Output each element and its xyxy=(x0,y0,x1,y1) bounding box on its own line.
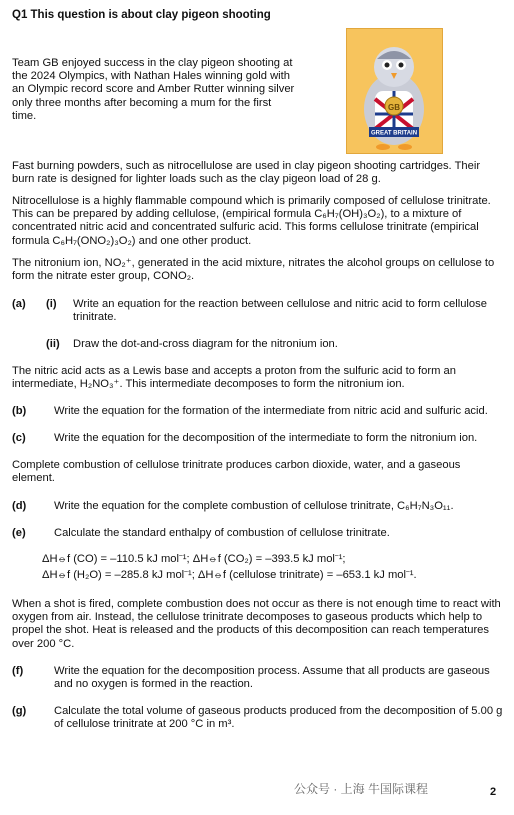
paragraph-burning-powders: Fast burning powders, such as nitrocellulose are used in clay pigeon shooting cartridges. Their burn rate is designed for lighter loads such as the clay pigeon load of 28 g. xyxy=(12,160,481,186)
question-text: Calculate the total volume of gaseous products produced from the decomposition of 5.00 g of cellulose trinitrate at 200 °C in m³. xyxy=(54,705,503,731)
question-label: (f) xyxy=(12,665,24,677)
question-text: Write the equation for the decomposition process. Assume that all products are gaseous and no oxygen is formed in the reaction. xyxy=(54,665,490,691)
question-sublabel: (ii) xyxy=(46,338,60,350)
enthalpy-data-line-1: ΔH⦵f (CO) = –110.5 kJ mol⁻¹; ΔH⦵f (CO₂) = –393.5 kJ mol⁻¹; xyxy=(42,553,346,565)
pigeon-mascot-image xyxy=(346,28,443,154)
enthalpy-data-line-2: ΔH⦵f (H₂O) = –285.8 kJ mol⁻¹; ΔH⦵f (cellulose trinitrate) = –653.1 kJ mol⁻¹. xyxy=(42,569,417,581)
question-label: (b) xyxy=(12,405,27,417)
question-sublabel: (i) xyxy=(46,298,57,310)
pigeon-illustration xyxy=(347,29,442,153)
banner-text: GREAT BRITAIN xyxy=(370,130,418,137)
paragraph-lewis-base: The nitric acid acts as a Lewis base and accepts a proton from the sulfuric acid to form an intermediate, H₂NO₃⁺. This intermediate decomposes to form the nitronium ion. xyxy=(12,365,456,391)
question-text: Write the equation for the decomposition of the intermediate to form the nitronium ion. xyxy=(54,432,478,444)
paragraph-nitronium: The nitronium ion, NO₂⁺, generated in the acid mixture, nitrates the alcohol groups on cellulose to form the nitrate ester group, CONO₂. xyxy=(12,257,495,283)
intro-paragraph: Team GB enjoyed success in the clay pigeon shooting at the 2024 Olympics, with Nathan Hales winning gold with an Olympic record score and Amber Rutter winning silver only three months after becoming a mum for the first time. xyxy=(12,57,295,122)
medal-badge-text: GB xyxy=(388,103,400,112)
paragraph-shot-fired: When a shot is fired, complete combustion does not occur as there is not enough time to react with oxygen from air. Instead, the cellulose trinitrate decomposes to gaseous products which help to propel the shot. Heat is released and the products of this decomposition can reach temperatures over 200 °C. xyxy=(12,598,501,650)
question-text: Write the equation for the complete combustion of cellulose trinitrate, C₆H₇N₃O₁₁. xyxy=(54,500,454,512)
question-label: (c) xyxy=(12,432,26,444)
paragraph-nitrocellulose: Nitrocellulose is a highly flammable compound which is primarily composed of cellulose trinitrate. This can be prepared by adding cellulose, (empirical formula C₆H₇(OH)₃O₂), to a mixture of concentrated nitric acid and concentrated sulfuric acid. This forms cellulose trinitrate (empirical formula C₆H₇(ONO₂)₃O₂) and one other product. xyxy=(12,195,491,247)
question-text: Write an equation for the reaction between cellulose and nitric acid to form cellulose trinitrate. xyxy=(73,298,487,324)
paragraph-combustion: Complete combustion of cellulose trinitrate produces carbon dioxide, water, and a gaseous element. xyxy=(12,459,461,485)
question-text: Write the equation for the formation of the intermediate from nitric acid and sulfuric acid. xyxy=(54,405,488,417)
question-label: (g) xyxy=(12,705,27,717)
question-label: (d) xyxy=(12,500,27,512)
question-label: (e) xyxy=(12,527,26,539)
wechat-watermark: 公众号 · 上海 牛国际课程 xyxy=(294,782,428,796)
question-text: Draw the dot-and-cross diagram for the nitronium ion. xyxy=(73,338,338,350)
question-title: Q1 This question is about clay pigeon shooting xyxy=(12,9,271,21)
question-label: (a) xyxy=(12,298,26,310)
page-number: 2 xyxy=(490,786,497,798)
question-text: Calculate the standard enthalpy of combustion of cellulose trinitrate. xyxy=(54,527,390,539)
